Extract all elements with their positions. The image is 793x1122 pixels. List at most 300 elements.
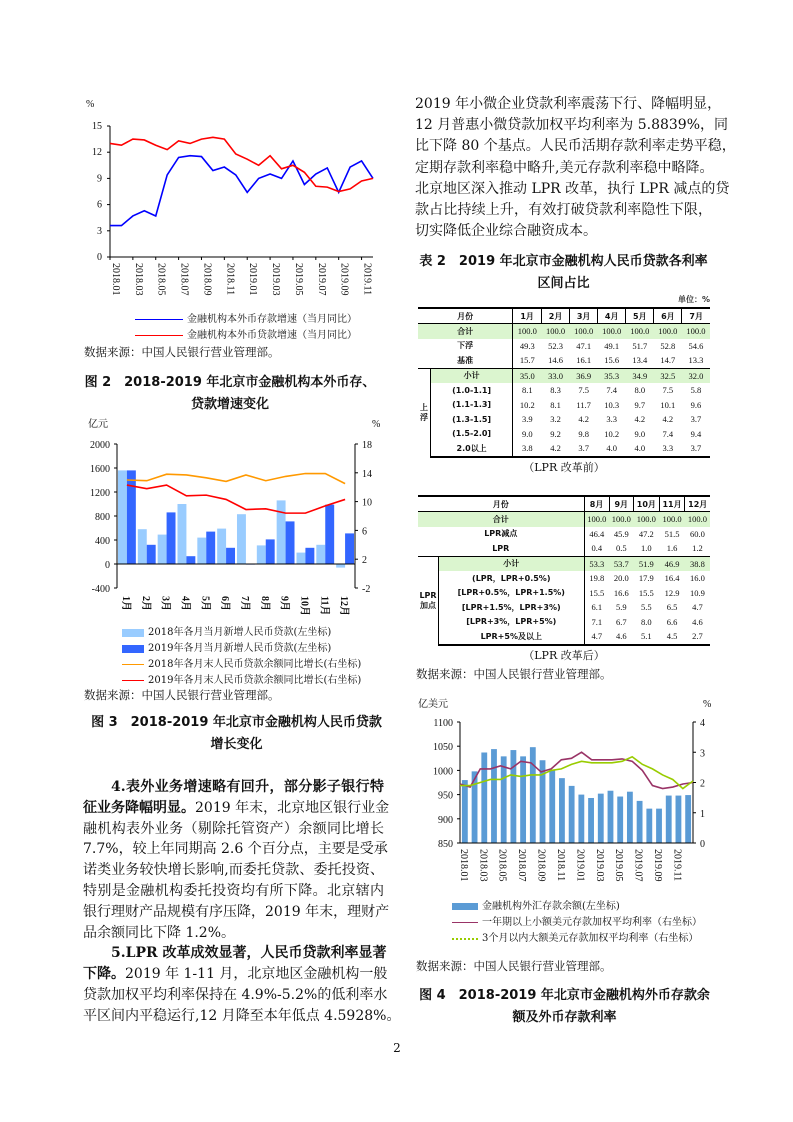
table-cell: 3.2 bbox=[550, 414, 561, 425]
bar bbox=[325, 505, 334, 564]
table-cell: 15.5 bbox=[584, 586, 609, 601]
bar bbox=[226, 548, 235, 564]
caption-line: 增长变化 bbox=[210, 737, 263, 752]
table-cell: 38.8 bbox=[685, 556, 710, 571]
bar bbox=[296, 553, 305, 564]
row-label: 小计 bbox=[439, 556, 585, 571]
bar bbox=[167, 512, 176, 564]
table-cell: 4.0 bbox=[598, 441, 626, 457]
table-cell: 6.1 bbox=[584, 600, 609, 615]
legend-label: 金融机构本外币贷款增速（当月同比） bbox=[187, 330, 357, 341]
table-row bbox=[418, 556, 710, 571]
table-cell: 0.4 bbox=[584, 541, 609, 556]
y-tick-label: 9 bbox=[97, 173, 102, 185]
row-label: 2.0以上 bbox=[431, 441, 513, 457]
text-line: 平区间内平稳运行,12 月降至本年低点 4.5928%。 bbox=[83, 1007, 401, 1024]
table-row bbox=[418, 368, 710, 383]
table-title bbox=[412, 251, 715, 295]
table-cell: 47.2 bbox=[638, 528, 654, 539]
x-tick-label: 1月 bbox=[119, 596, 131, 611]
figure-caption bbox=[412, 985, 717, 1029]
x-tick-label: 2019.01 bbox=[574, 849, 586, 882]
bar bbox=[277, 500, 286, 564]
y-tick-label: 14 bbox=[362, 468, 372, 480]
bar bbox=[118, 470, 127, 564]
y-tick-label: 0 bbox=[700, 839, 705, 850]
table-row bbox=[418, 339, 710, 354]
y-tick-label: 1200 bbox=[90, 488, 110, 499]
y-tick-label: -400 bbox=[91, 584, 110, 595]
y-tick-label: 400 bbox=[95, 536, 110, 547]
table-cell: 19.8 bbox=[584, 571, 609, 586]
table-cell: 100.0 bbox=[682, 324, 710, 339]
table-cell: 15.7 bbox=[513, 353, 542, 368]
bar bbox=[627, 792, 633, 843]
y-axis-right-label: % bbox=[703, 699, 712, 710]
y-tick-label: 12 bbox=[92, 147, 102, 159]
table-cell: 32.0 bbox=[682, 368, 710, 383]
table-cell: 8.1 bbox=[550, 399, 561, 410]
y-tick-label: 2 bbox=[700, 778, 705, 790]
table-row bbox=[418, 615, 710, 630]
table-cell: 4.0 bbox=[626, 441, 654, 457]
row-label: LPR减点 bbox=[484, 529, 518, 539]
x-tick-label: 2019.05 bbox=[292, 263, 304, 296]
bar bbox=[569, 786, 575, 843]
table-row bbox=[418, 353, 710, 368]
table-cell: 9.0 bbox=[634, 428, 646, 439]
column-header: 12月 bbox=[685, 496, 710, 512]
text-line: 北京地区深入推动 LPR 改革，执行 LPR 减点的贷 bbox=[415, 180, 730, 197]
y-tick-label: 950 bbox=[438, 790, 453, 802]
data-source: 数据来源：中国人民银行营业管理部。 bbox=[416, 667, 612, 681]
bar bbox=[127, 470, 136, 564]
series-line bbox=[127, 485, 345, 513]
table-cell: 9.6 bbox=[690, 399, 702, 410]
table-note: （LPR 改革后） bbox=[523, 649, 605, 662]
x-tick-label: 4月 bbox=[179, 596, 191, 611]
y-tick-label: 2 bbox=[362, 555, 367, 567]
table-row bbox=[418, 527, 710, 542]
bar bbox=[637, 801, 643, 843]
table-cell: 4.7 bbox=[584, 629, 609, 645]
bar bbox=[656, 809, 662, 843]
table-cell: 6.7 bbox=[615, 616, 627, 627]
bar bbox=[617, 797, 623, 843]
row-label: 基准 bbox=[457, 355, 474, 365]
table-cell: 3.3 bbox=[606, 414, 618, 425]
column-header: 5月 bbox=[626, 308, 654, 324]
table-row bbox=[418, 324, 710, 339]
column-header: 8月 bbox=[584, 496, 609, 512]
bar bbox=[186, 556, 195, 564]
table-cell: 1.0 bbox=[641, 543, 652, 554]
row-label: (1.5-2.0] bbox=[452, 429, 492, 439]
table-cell: 9.0 bbox=[513, 427, 542, 442]
table-cell: 8.1 bbox=[513, 383, 542, 398]
y-tick-label: 6 bbox=[97, 199, 102, 211]
caption-line: 图 3 2018-2019 年北京市金融机构人民币贷款 bbox=[91, 715, 382, 730]
section-heading: 4.表外业务增速略有回升，部分影子银行特 bbox=[111, 779, 384, 795]
table-cell: 11.7 bbox=[576, 399, 591, 410]
bar bbox=[336, 564, 345, 568]
x-tick-label: 10月 bbox=[298, 596, 310, 616]
table-cell: 10.1 bbox=[660, 399, 676, 410]
table-cell: 9.8 bbox=[578, 428, 589, 439]
rmb-loan-growth-chart bbox=[80, 415, 390, 625]
table-cell: 7.5 bbox=[578, 385, 589, 396]
table-cell: 47.1 bbox=[576, 340, 592, 351]
x-tick-label: 11月 bbox=[318, 596, 330, 616]
row-label: LPR bbox=[492, 543, 510, 553]
legend-item bbox=[452, 931, 702, 947]
y-tick-label: 2000 bbox=[90, 440, 110, 451]
bar bbox=[177, 504, 186, 564]
row-label: 合计 bbox=[418, 324, 513, 339]
table-cell: 14.7 bbox=[660, 355, 676, 366]
text-line: 特别是金融机构委托投资均有所下降。北京辖内 bbox=[83, 882, 384, 899]
table-cell: 60.0 bbox=[690, 528, 705, 539]
table-cell: 16.1 bbox=[576, 355, 592, 366]
y-tick-label: 15 bbox=[92, 121, 102, 132]
bar bbox=[286, 521, 295, 564]
y-tick-label: 1000 bbox=[433, 766, 453, 778]
chart-legend bbox=[122, 625, 361, 689]
y-tick-label: 800 bbox=[95, 512, 110, 523]
text-line bbox=[83, 964, 388, 985]
table-cell: 100.0 bbox=[626, 324, 654, 339]
bar bbox=[676, 796, 682, 843]
legend-swatch-icon bbox=[452, 903, 478, 910]
table-cell: 51.7 bbox=[632, 340, 648, 351]
y-axis-left-label: 亿元 bbox=[88, 419, 108, 430]
x-tick-label: 2019.09 bbox=[338, 263, 350, 296]
table-cell: 36.9 bbox=[570, 368, 598, 383]
y-tick-label: 18 bbox=[362, 440, 372, 451]
y-tick-label: 1600 bbox=[90, 464, 110, 475]
bar bbox=[646, 809, 652, 843]
legend-swatch-icon bbox=[122, 664, 144, 665]
x-tick-label: 2018.09 bbox=[201, 263, 213, 296]
table-cell: 7.4 bbox=[606, 385, 618, 396]
bar bbox=[305, 548, 314, 564]
table-cell: 100.0 bbox=[598, 324, 626, 339]
table-cell: 3.3 bbox=[654, 441, 682, 457]
bar bbox=[559, 778, 565, 843]
table-cell: 4.5 bbox=[659, 629, 685, 645]
table-cell: 10.2 bbox=[604, 428, 620, 439]
table-cell: 4.2 bbox=[578, 414, 589, 425]
table-cell: 5.9 bbox=[615, 602, 627, 613]
x-tick-label: 12月 bbox=[338, 596, 350, 616]
table-cell: 52.3 bbox=[548, 340, 563, 351]
x-tick-label: 2019.11 bbox=[361, 263, 373, 296]
table-row bbox=[418, 398, 710, 413]
row-label: [LPR+0.5%，LPR+1.5%) bbox=[457, 588, 565, 598]
bar bbox=[530, 747, 536, 843]
table-row bbox=[418, 629, 710, 645]
table-cell: 8.0 bbox=[634, 385, 646, 396]
table-cell: 33.0 bbox=[542, 368, 570, 383]
table-row bbox=[418, 571, 710, 586]
text-line: 定期存款利率稳中略升,美元存款利率稳中略降。 bbox=[415, 159, 714, 176]
table-cell: 20.0 bbox=[613, 573, 629, 584]
table-cell: 100.0 bbox=[584, 512, 609, 527]
table-row bbox=[418, 427, 710, 442]
x-tick-label: 2018.03 bbox=[477, 849, 489, 882]
group-label: 上浮 bbox=[418, 368, 431, 457]
table-row bbox=[418, 541, 710, 556]
legend-label: 金融机构本外币存款增速（当月同比） bbox=[187, 314, 357, 325]
legend-label: 一年期以上小额美元存款加权平均利率（右坐标） bbox=[482, 917, 702, 928]
deposit-loan-growth-chart bbox=[80, 95, 390, 323]
bar bbox=[147, 545, 156, 564]
table-cell: 7.1 bbox=[584, 615, 609, 630]
table-cell: 1.6 bbox=[666, 543, 678, 554]
y-tick-label: 1050 bbox=[433, 742, 453, 754]
table-cell: 5.5 bbox=[641, 602, 652, 613]
table-row bbox=[418, 383, 710, 398]
bar bbox=[578, 795, 584, 843]
table-cell: 8.0 bbox=[641, 616, 652, 627]
x-tick-label: 5月 bbox=[199, 596, 211, 611]
column-header: 10月 bbox=[633, 496, 659, 512]
series-line bbox=[110, 156, 373, 226]
table-cell: 51.5 bbox=[664, 528, 680, 539]
bar bbox=[549, 770, 555, 843]
y-tick-label: 0 bbox=[105, 560, 110, 571]
text-span: 2019 年 1-11 月，北京地区金融机构一般 bbox=[125, 966, 388, 983]
legend-item bbox=[452, 915, 702, 931]
table-cell: 9.2 bbox=[550, 428, 561, 439]
text-line: 7.7%，较上年同期高 2.6 个百分点，主要是受承 bbox=[83, 841, 388, 858]
bar bbox=[501, 756, 507, 843]
x-tick-label: 2018.05 bbox=[496, 849, 508, 882]
table-cell: 4.6 bbox=[692, 616, 703, 627]
text-line bbox=[83, 798, 390, 819]
y-tick-label: 900 bbox=[438, 814, 453, 826]
y-tick-label: 3 bbox=[97, 225, 102, 237]
figure-caption bbox=[80, 372, 380, 416]
y-tick-label: 4 bbox=[700, 718, 705, 729]
table-cell: 100.0 bbox=[570, 324, 598, 339]
table-cell: 9.7 bbox=[634, 399, 646, 410]
bar bbox=[491, 749, 497, 843]
legend-label: 2018年各月当月新增人民币贷款(左坐标) bbox=[148, 627, 332, 638]
bar bbox=[217, 529, 226, 564]
bar bbox=[316, 545, 325, 564]
table-cell: 15.6 bbox=[604, 355, 620, 366]
table-unit: 单位：% bbox=[677, 295, 710, 304]
table-row bbox=[418, 441, 710, 457]
table-cell: 100.0 bbox=[654, 324, 682, 339]
data-source: 数据来源：中国人民银行营业管理部。 bbox=[84, 688, 280, 702]
legend-label: 2019年各月当月新增人民币贷款(左坐标) bbox=[148, 643, 332, 654]
legend-swatch-icon bbox=[122, 629, 144, 637]
table-cell: 8.3 bbox=[550, 385, 561, 396]
caption-line: 表 2 2019 年北京市金融机构人民币贷款各利率 bbox=[419, 254, 708, 269]
legend-swatch-icon bbox=[452, 938, 478, 940]
section-heading: 下降。 bbox=[83, 966, 125, 983]
table-cell: 16.6 bbox=[613, 587, 629, 598]
x-tick-label: 2018.01 bbox=[457, 849, 469, 882]
x-tick-label: 2018.11 bbox=[224, 263, 236, 296]
bar bbox=[158, 535, 167, 564]
data-source: 数据来源：中国人民银行营业管理部。 bbox=[416, 959, 612, 973]
rate-table-before-lpr bbox=[418, 307, 710, 458]
table-cell: 46.4 bbox=[584, 527, 609, 542]
section-heading: 5.LPR 改革成效显著，人民币贷款利率显著 bbox=[111, 945, 387, 962]
table-header-row bbox=[418, 496, 710, 512]
table-cell: 16.4 bbox=[664, 573, 680, 584]
text-line: 款占比持续上升，有效打破贷款利率隐性下限， bbox=[415, 201, 712, 218]
caption-line: 额及外币存款利率 bbox=[512, 1010, 617, 1025]
row-label: [LPR+3%，LPR+5%) bbox=[466, 617, 557, 627]
caption-line: 贷款增速变化 bbox=[190, 397, 269, 412]
column-header: 7月 bbox=[682, 308, 710, 324]
table-cell: 4.2 bbox=[662, 414, 674, 425]
y-tick-label: 3 bbox=[700, 748, 705, 760]
table-cell: 49.3 bbox=[513, 339, 542, 354]
figure-caption bbox=[80, 712, 393, 756]
fx-deposit-chart bbox=[410, 695, 720, 903]
y-axis-label: % bbox=[86, 99, 95, 110]
table-cell: 53.3 bbox=[584, 556, 609, 571]
table-cell: 13.4 bbox=[632, 355, 648, 366]
table-cell: 53.7 bbox=[609, 556, 633, 571]
table-cell: 17.9 bbox=[638, 573, 654, 584]
x-tick-label: 2018.07 bbox=[516, 849, 528, 882]
bar bbox=[598, 794, 604, 843]
table-cell: 16.0 bbox=[690, 573, 705, 584]
bar bbox=[481, 752, 487, 843]
text-line: 融机构表外业务（剔除托管资产）余额同比增长 bbox=[83, 820, 384, 837]
column-header: 3月 bbox=[570, 308, 598, 324]
legend-swatch-icon bbox=[135, 319, 183, 320]
column-header: 1月 bbox=[513, 308, 542, 324]
row-label: (LPR，LPR+0.5%) bbox=[472, 573, 551, 583]
group-label: LPR加点 bbox=[418, 556, 439, 645]
x-tick-label: 2019.03 bbox=[270, 263, 282, 296]
bar bbox=[588, 798, 594, 843]
column-header: 11月 bbox=[659, 496, 685, 512]
table-cell: 3.8 bbox=[513, 441, 542, 457]
legend-label: 2019年各月末人民币贷款余额同比增长(右坐标) bbox=[148, 675, 362, 686]
table-cell: 35.0 bbox=[513, 368, 542, 383]
table-cell: 1.2 bbox=[692, 543, 703, 554]
x-tick-label: 2019.05 bbox=[613, 849, 625, 882]
text-line: 2019 年小微企业贷款利率震荡下行、降幅明显， bbox=[415, 96, 722, 112]
legend-item bbox=[122, 657, 361, 673]
bar bbox=[206, 532, 215, 564]
table-cell: 3.7 bbox=[682, 441, 710, 457]
bar bbox=[608, 791, 614, 843]
table-cell: 0.5 bbox=[615, 543, 627, 554]
legend-swatch-icon bbox=[122, 645, 144, 653]
table-cell: 12.9 bbox=[664, 587, 680, 598]
x-tick-label: 2018.09 bbox=[535, 849, 547, 882]
table-cell: 9.4 bbox=[690, 428, 702, 439]
table-cell: 7.4 bbox=[662, 428, 674, 439]
table-cell: 5.1 bbox=[633, 629, 659, 645]
text-line: 贷款加权平均利率保持在 4.9%-5.2%的低利率水 bbox=[83, 986, 388, 1003]
y-axis-right-label: % bbox=[372, 419, 381, 430]
x-tick-label: 8月 bbox=[258, 596, 270, 611]
bar bbox=[685, 795, 691, 843]
table-cell: 10.3 bbox=[604, 399, 620, 410]
text-span: 2019 年末，北京地区银行业金 bbox=[195, 799, 390, 816]
x-tick-label: 2019.07 bbox=[632, 849, 644, 882]
y-tick-label: -2 bbox=[362, 584, 371, 595]
legend-swatch-icon bbox=[135, 335, 183, 336]
table-cell: 13.3 bbox=[688, 355, 704, 366]
column-header: 4月 bbox=[598, 308, 626, 324]
table-cell: 100.0 bbox=[513, 324, 542, 339]
bar bbox=[237, 514, 246, 564]
y-tick-label: 850 bbox=[438, 839, 453, 850]
table-row bbox=[418, 586, 710, 601]
legend-label: 2018年各月末人民币贷款余额同比增长(右坐标) bbox=[148, 659, 362, 670]
caption-line: 图 4 2018-2019 年北京市金融机构外币存款余 bbox=[419, 988, 710, 1003]
x-tick-label: 2018.01 bbox=[110, 263, 121, 296]
bar bbox=[510, 750, 516, 843]
table-cell: 100.0 bbox=[633, 512, 659, 527]
row-label: 小计 bbox=[431, 368, 513, 383]
y-axis-left-label: 亿美元 bbox=[418, 699, 448, 710]
caption-line: 区间占比 bbox=[537, 276, 590, 291]
x-tick-label: 7月 bbox=[238, 596, 250, 611]
legend-label: 3个月以内大额美元存款加权平均利率（右坐标） bbox=[482, 933, 699, 944]
bar bbox=[520, 756, 526, 843]
y-tick-label: 0 bbox=[97, 252, 102, 263]
text-line: 诺类业务较快增长影响,而委托贷款、委托投资、 bbox=[83, 862, 384, 879]
table-row bbox=[418, 512, 710, 527]
table-cell: 3.9 bbox=[513, 412, 542, 427]
table-cell: 34.9 bbox=[626, 368, 654, 383]
text-line: 比下降 80 个基点。人民币活期存款利率走势平稳， bbox=[415, 138, 736, 155]
bar bbox=[462, 780, 468, 843]
legend-item bbox=[122, 625, 361, 641]
table-cell: 6.6 bbox=[666, 616, 678, 627]
column-header: 月份 bbox=[418, 496, 584, 512]
legend-item bbox=[452, 899, 702, 915]
x-tick-label: 2019.07 bbox=[315, 263, 327, 296]
table-cell: 45.9 bbox=[613, 528, 629, 539]
x-tick-label: 2018.05 bbox=[155, 263, 167, 296]
legend-swatch-icon bbox=[122, 680, 144, 681]
table-header-row bbox=[418, 308, 710, 324]
text-line: 银行理财产品规模有序压降，2019 年末，理财产 bbox=[83, 903, 390, 920]
table-cell: 2.7 bbox=[685, 629, 710, 645]
rate-table-after-lpr bbox=[418, 495, 710, 646]
table-cell: 54.6 bbox=[688, 340, 704, 351]
bar bbox=[197, 538, 206, 564]
table-cell: 100.0 bbox=[542, 324, 570, 339]
table-cell: 46.9 bbox=[659, 556, 685, 571]
legend-swatch-icon bbox=[452, 922, 478, 923]
data-source: 数据来源：中国人民银行营业管理部。 bbox=[84, 345, 280, 359]
body-text-left bbox=[83, 777, 401, 1027]
x-tick-label: 2018.03 bbox=[132, 263, 144, 296]
x-tick-label: 9月 bbox=[278, 596, 290, 611]
column-header: 6月 bbox=[654, 308, 682, 324]
bar bbox=[257, 545, 266, 564]
table-cell: 49.1 bbox=[604, 340, 620, 351]
row-label: [LPR+1.5%，LPR+3%) bbox=[461, 602, 561, 612]
chart-legend bbox=[452, 899, 702, 947]
column-header: 月份 bbox=[418, 308, 513, 324]
x-tick-label: 3月 bbox=[159, 596, 171, 611]
